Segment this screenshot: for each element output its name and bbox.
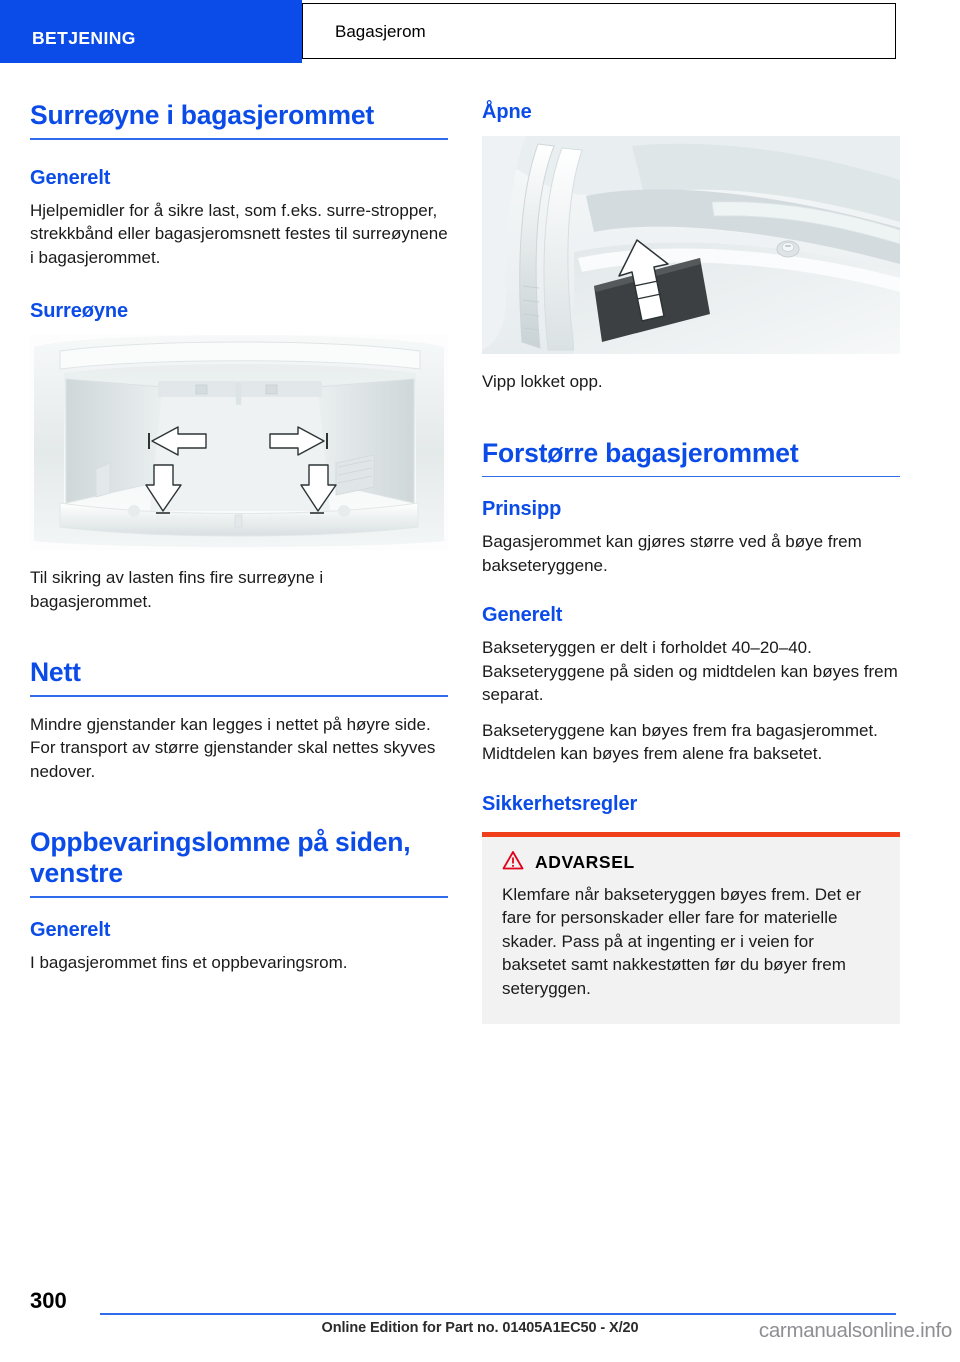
paragraph-prinsipp: Bagasjerommet kan gjøres større ved å bøye frem bakseteryggene. (482, 532, 862, 575)
turn-lock-fastener (777, 241, 799, 257)
warning-text: Klemfare når bakseteryggen bøyes frem. Det er fare for personskader eller fare for materielle skader. Pass på at ingenting er i veien for baksetet samt nakkestøtten før du bøyer frem seteryggen. (502, 884, 862, 998)
paragraph-generelt-seats-1: Bakseteryggen er delt i forholdet 40–20–40. Bakseteryggene på siden og midtdelen kan bøyes frem separat. (482, 638, 898, 705)
header-chapter-label: BETJENING (32, 28, 136, 48)
figure-side-compartment (482, 136, 900, 354)
heading-sikkerhetsregler: Sikkerhetsregler (482, 792, 638, 815)
footer-watermark: carmanualsonline.info (758, 1319, 952, 1342)
heading-prinsipp: Prinsipp (482, 498, 562, 521)
page-number: 300 (30, 1288, 67, 1313)
heading-forstorre-bagasjerommet: Forstørre bagasjerommet (482, 437, 799, 468)
figure-trunk-lashing-eyes (30, 335, 448, 550)
header-section-box (302, 3, 896, 59)
heading-generelt-seats: Generelt (482, 604, 563, 627)
header-section-label: Bagasjerom (335, 22, 426, 41)
paragraph-general-pocket: I bagasjerommet fins et oppbevaringsrom. (30, 952, 348, 972)
warning-triangle-icon (502, 850, 524, 875)
heading-surreoyne: Surreøyne (30, 300, 129, 323)
header-chapter-band (0, 0, 302, 63)
page-header (0, 0, 960, 64)
page-footer (0, 1288, 960, 1362)
heading-nett: Nett (30, 657, 81, 688)
right-column (482, 100, 900, 1024)
compartment-illustration-svg (482, 136, 900, 354)
warning-title: ADVARSEL (535, 851, 635, 872)
heading-generelt-lashing: Generelt (30, 166, 111, 189)
trunk-illustration-svg (30, 335, 448, 550)
heading-oppbevaringslomme: Oppbevaringslomme på siden, venstre (30, 827, 411, 889)
left-column (30, 100, 448, 974)
paragraph-nett: Mindre gjenstander kan legges i nettet på høyre side. For transport av større gjenstander skal nettes skyves nedover. (30, 714, 436, 781)
footer-rule (100, 1313, 896, 1315)
heading-apne: Åpne (482, 101, 532, 123)
warning-box (482, 832, 900, 1025)
warning-header (502, 850, 880, 875)
heading-generelt-pocket: Generelt (30, 918, 111, 941)
warning-top-bar (482, 832, 900, 837)
caption-lashing-eyes: Til sikring av lasten fins fire surreøyne i bagasjerommet. (30, 568, 324, 611)
caption-open-lid: Vipp lokket opp. (482, 372, 603, 391)
paragraph-general-lashing: Hjelpemidler for å sikre last, som f.eks. surre-stropper, strekkbånd eller bagasjeromsnett festes til surreøynene i bagasjerommet. (30, 200, 448, 267)
paragraph-generelt-seats-2: Bakseteryggene kan bøyes frem fra bagasjerommet. Midtdelen kan bøyes frem alene fra baksetet. (482, 720, 878, 764)
page-title: Surreøyne i bagasjerommet (30, 100, 375, 130)
footer-edition-note: Online Edition for Part no. 01405A1EC50 - X/20 (321, 1320, 639, 1336)
